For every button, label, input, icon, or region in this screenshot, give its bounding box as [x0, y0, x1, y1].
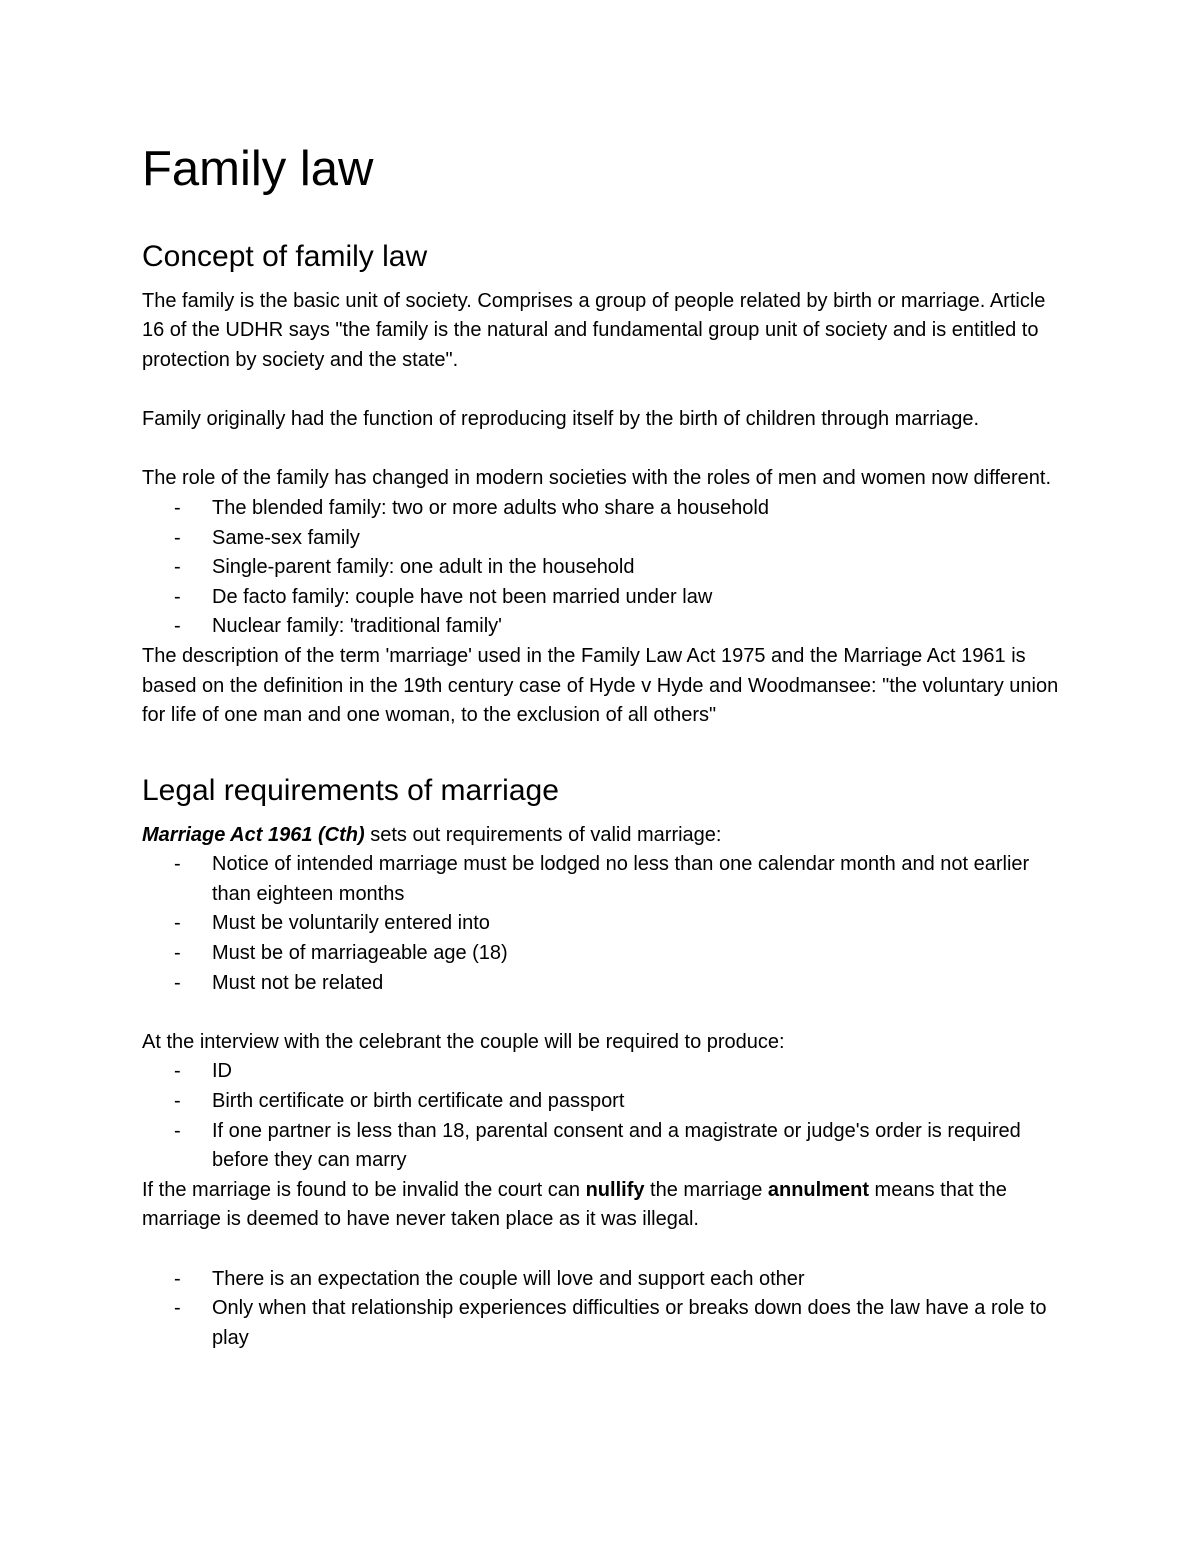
- invalid-text-3: means that the marriage is deemed to have never taken place as it was illegal.: [142, 1178, 1007, 1231]
- act-intro-text: sets out requirements of valid marriage:: [364, 823, 722, 846]
- list-item: - Single-parent family: one adult in the household: [142, 553, 1062, 583]
- list-item: - ID: [142, 1057, 1062, 1087]
- list-item: - There is an expectation the couple will love and support each other: [142, 1265, 1062, 1295]
- list-item: - Same-sex family: [142, 524, 1062, 554]
- invalid-text-1: If the marriage is found to be invalid the court can: [142, 1178, 586, 1201]
- family-types-list: [142, 494, 1062, 642]
- interview-list: [142, 1057, 1062, 1175]
- concept-heading: Concept of family law: [142, 239, 428, 273]
- concept-paragraph-1: The family is the basic unit of society. Comprises a group of people related by birth or marriage. Article 16 of the UDHR says "the family is the natural and fundamental group unit of society and is entitled to protection by society and the state".: [142, 289, 1046, 371]
- concept-paragraph-3: The role of the family has changed in modern societies with the roles of men and women now different.: [142, 467, 1052, 490]
- annulment-term: annulment: [767, 1178, 869, 1201]
- list-item: - Nuclear family: 'traditional family': [142, 612, 1062, 642]
- act-intro: [142, 821, 1062, 851]
- document-page: [142, 140, 1062, 1353]
- concept-paragraph-2: Family originally had the function of reproducing itself by the birth of children through marriage.: [142, 408, 980, 431]
- interview-intro: At the interview with the celebrant the couple will be required to produce:: [142, 1030, 785, 1053]
- list-item: - Notice of intended marriage must be lodged no less than one calendar month and not earlier than eighteen months: [142, 850, 1062, 909]
- list-item: - De facto family: couple have not been married under law: [142, 583, 1062, 613]
- list-item: - Must be voluntarily entered into: [142, 909, 1062, 939]
- list-item: - Only when that relationship experiences difficulties or breaks down does the law have a role to play: [142, 1294, 1062, 1353]
- act-name: Marriage Act 1961 (Cth): [142, 823, 365, 846]
- list-item: - Must not be related: [142, 969, 1062, 999]
- invalid-marriage-paragraph: [142, 1176, 1062, 1235]
- list-item: - The blended family: two or more adults who share a household: [142, 494, 1062, 524]
- list-item: - Birth certificate or birth certificate and passport: [142, 1087, 1062, 1117]
- requirements-list: [142, 850, 1062, 998]
- legal-heading: Legal requirements of marriage: [142, 773, 559, 807]
- list-item: - Must be of marriageable age (18): [142, 939, 1062, 969]
- invalid-text-2: the marriage: [644, 1178, 768, 1201]
- document-title: Family law: [142, 142, 374, 196]
- expectations-list: [142, 1265, 1062, 1354]
- nullify-term: nullify: [585, 1178, 645, 1201]
- concept-paragraph-4: The description of the term 'marriage' used in the Family Law Act 1975 and the Marriage Act 1961 is based on the definition in the 19th century case of Hyde v Hyde and Woodmansee: "the voluntary union for life of one man and one woman, to the exclusion of all others": [142, 644, 1059, 727]
- list-item: - If one partner is less than 18, parental consent and a magistrate or judge's order is required before they can marry: [142, 1117, 1062, 1176]
